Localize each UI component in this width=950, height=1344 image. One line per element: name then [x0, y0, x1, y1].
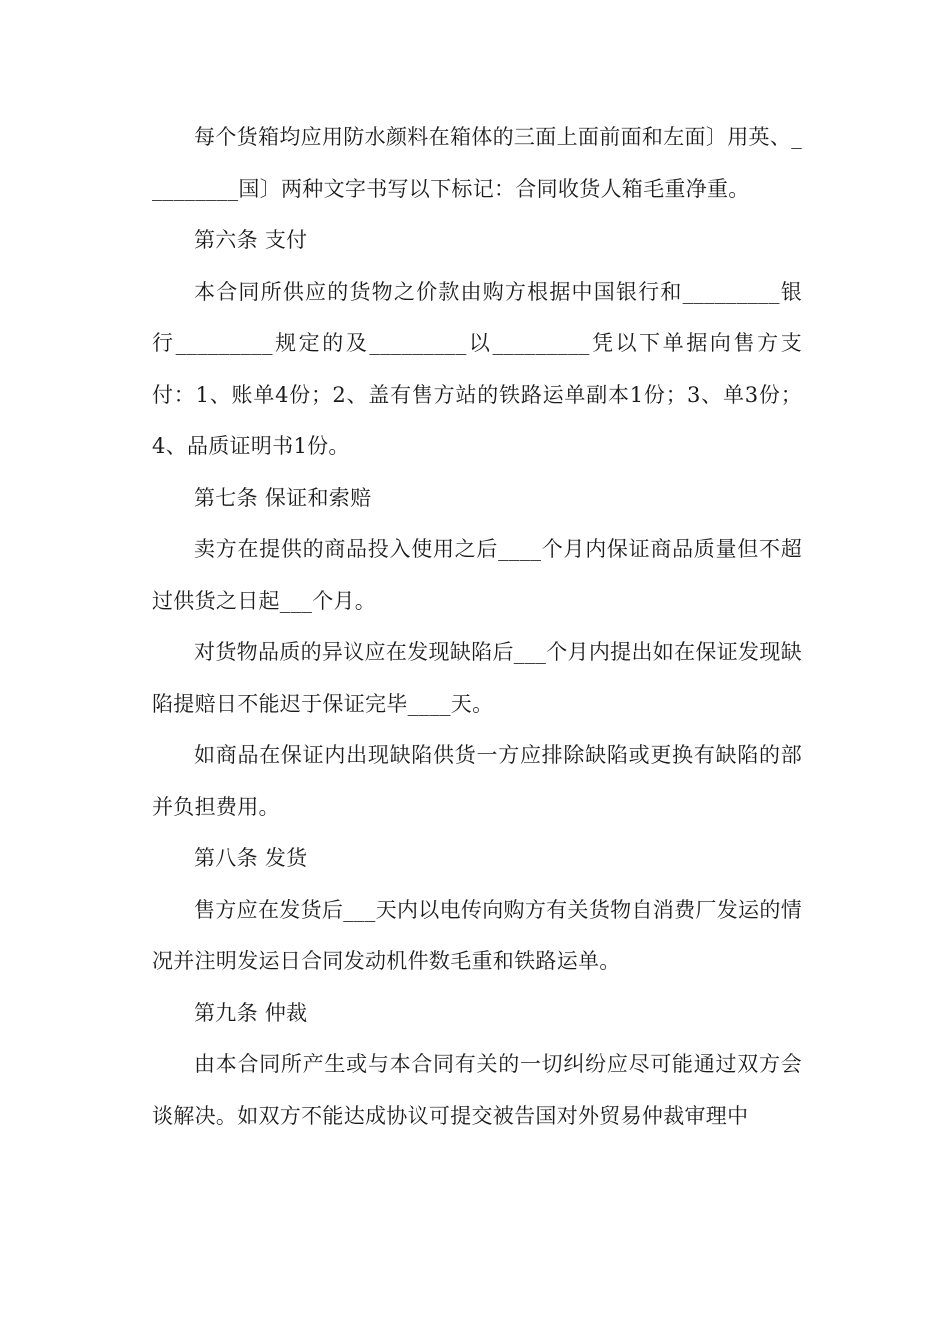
paragraph-shipment-notice: 售方应在发货后___天内以电传向购方有关货物自消费厂发运的情况并注明发运日合同发动机件数毛重和铁路运单。: [152, 897, 802, 973]
heading-article-6-payment: 第六条 支付: [194, 228, 308, 252]
paragraph-packing-marks: 每个货箱均应用防水颜料在箱体的三面上面前面和左面〕用英、_________国〕两种文字书写以下标记：合同收货人箱毛重净重。: [152, 125, 802, 201]
heading-article-9-arbitration: 第九条 仲裁: [194, 1000, 308, 1025]
paragraph-defect-remedy: 如商品在保证内出现缺陷供货一方应排除缺陷或更换有缺陷的部并负担费用。: [152, 743, 802, 819]
paragraph-warranty-period: 卖方在提供的商品投入使用之后____个月内保证商品质量但不超过供货之日起___个月。: [152, 537, 802, 613]
paragraph-payment-terms: 本合同所供应的货物之价款由购方根据中国银行和_________银行_________规定的及_________以_________凭以下单据向售方支付：1、账单4份；2、盖有售方站的铁路运单副本1份；3、单3份；4、品质证明书1份。: [152, 279, 802, 458]
document-body: [152, 112, 802, 1142]
paragraph-quality-objection: 对货物品质的异议应在发现缺陷后___个月内提出如在保证发现缺陷提赔日不能迟于保证完毕____天。: [152, 640, 802, 716]
paragraph-arbitration: 由本合同所产生或与本合同有关的一切纠纷应尽可能通过双方会谈解决。如双方不能达成协议可提交被告国对外贸易仲裁审理中: [152, 1052, 802, 1128]
heading-article-7-warranty: 第七条 保证和索赔: [194, 485, 372, 510]
heading-article-8-shipment: 第八条 发货: [194, 846, 308, 870]
